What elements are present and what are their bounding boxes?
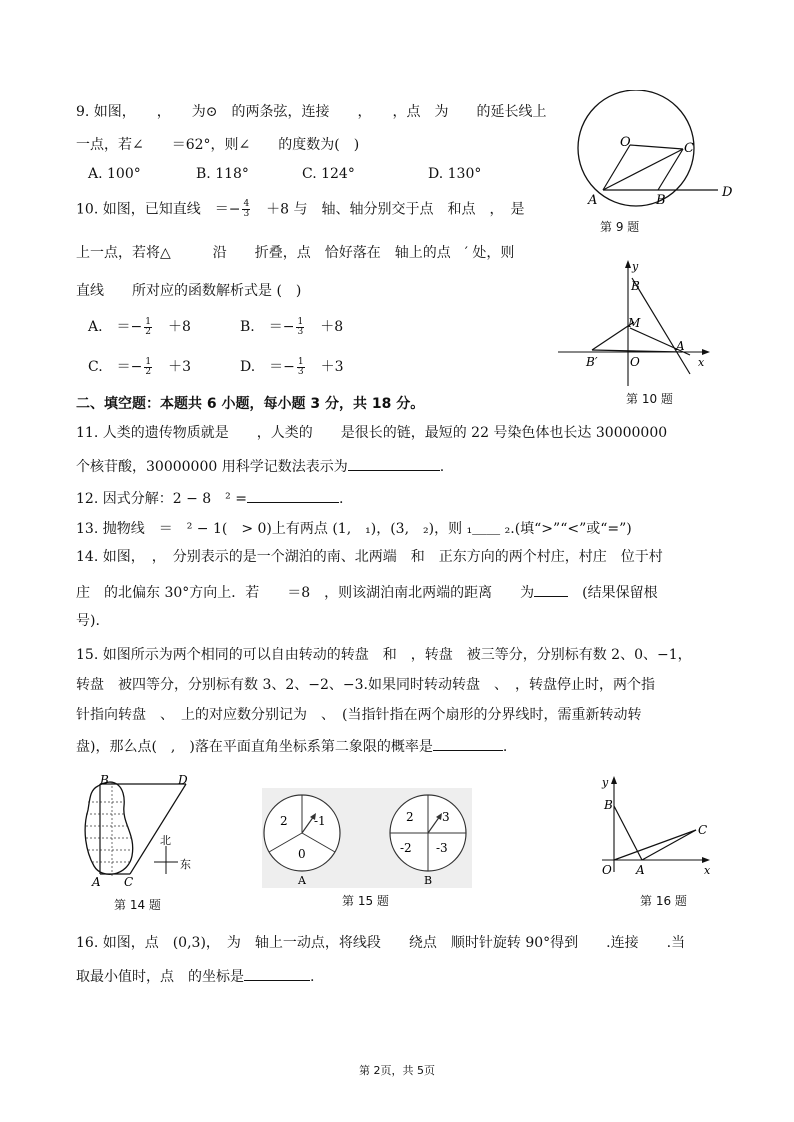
figure-10-coordinate-diagram (556, 258, 716, 388)
q11-end: . (439, 459, 445, 475)
section-2-heading: 二、填空题：本题共 6 小题，每小题 3 分，共 18 分。 (76, 396, 425, 412)
segment-dc (130, 784, 186, 874)
q9-line1: 9. 如图， ， 为⊙ 的两条弦，连接 ， ，点 为 的延长线上 (76, 104, 547, 120)
label-o: O (630, 355, 640, 369)
label-c: C (698, 823, 708, 837)
q11-line2 (76, 456, 444, 476)
q15-line4-text: 盘)，那么点( , )落在平面直角坐标系第二象限的概率是 (76, 739, 433, 755)
q15-line1: 15. 如图所示为两个相同的可以自由转动的转盘 和 ，转盘 被三等分，分别标有数 2、0、−1， (76, 647, 692, 663)
label-a: A (636, 863, 645, 877)
label-a: A (676, 339, 685, 353)
q10-fraction (242, 200, 250, 219)
q10-option-b-num: 1 (297, 316, 304, 327)
q15-line2: 转盘 被四等分，分别标有数 3、2、−2、−3.如果同时转动转盘 、 ，转盘停止时，两个指 (76, 677, 655, 693)
x-axis-arrow (702, 857, 710, 863)
label-b: B (100, 773, 109, 787)
q10-line1 (76, 200, 525, 219)
figure-15-spinners (262, 788, 472, 890)
q10-option-b-fraction (296, 318, 304, 337)
q10-line1-text-b: ＋8 与 轴、轴分别交于点 和点 ， 是 (252, 201, 525, 218)
segment-oc (630, 145, 683, 149)
q12-line (76, 488, 343, 508)
wheel-a-name: A (298, 874, 306, 887)
wheel-b-name: B (424, 874, 433, 887)
q16-answer-blank[interactable] (244, 966, 310, 981)
figure-9-circle-diagram (570, 90, 750, 210)
q9-option-a: A. 100° (88, 166, 141, 182)
q10-option-c-suffix: ＋3 (154, 359, 192, 375)
wheel-a-value-1: -1 (314, 814, 326, 828)
q9-option-b: B. 118° (196, 166, 249, 182)
label-c: C (684, 141, 694, 156)
q10-option-c-den: 2 (145, 366, 152, 377)
figure-15-caption: 第 15 题 (342, 894, 389, 908)
q9-option-c: C. 124° (302, 166, 355, 182)
lake-hatch (86, 802, 132, 862)
figure-16-caption: 第 16 题 (640, 894, 687, 908)
label-x: x (698, 356, 705, 369)
q10-option-c-num: 1 (145, 356, 152, 367)
q10-option-d-suffix: ＋3 (306, 359, 344, 375)
figure-9-caption: 第 9 题 (600, 220, 640, 234)
q10-fraction-den: 3 (243, 209, 250, 219)
q10-option-a-num: 1 (145, 316, 152, 327)
label-d: D (722, 185, 733, 200)
q16-line1: 16. 如图，点 (0,3)， 为 轴上一动点，将线段 绕点 顺时针旋转 90°得到 .连接 .当 (76, 935, 686, 951)
label-x: x (704, 864, 711, 877)
q12-answer-blank[interactable] (247, 488, 339, 503)
figure-14-caption: 第 14 题 (114, 898, 161, 912)
q10-option-a (88, 316, 191, 337)
q10-option-d (240, 356, 344, 377)
q10-option-a-fraction (144, 318, 152, 337)
wheel-b-value-0: 2 (406, 810, 414, 824)
q14-line2-end: (结果保留根 (568, 585, 658, 601)
q10-option-c (88, 356, 191, 377)
lake-shape (85, 782, 133, 874)
q10-option-c-prefix: C. ＝− (88, 359, 143, 375)
label-y: y (632, 260, 639, 273)
label-b: B (631, 279, 640, 293)
segment-ac (642, 830, 696, 860)
q12-text: 12. 因式分解：2 − 8 ² = (76, 491, 247, 507)
q14-line2-text: 庄 的北偏东 30°方向上．若 ＝8 ，则该湖泊南北两端的距离 为 (76, 585, 535, 601)
line-ab (632, 278, 690, 374)
q10-option-d-num: 1 (297, 356, 304, 367)
q11-answer-blank[interactable] (348, 456, 440, 471)
label-c: C (124, 875, 134, 889)
label-m: M (628, 316, 641, 330)
y-axis-arrow (625, 260, 631, 268)
page-footer: 第 2页，共 5页 (359, 1064, 435, 1077)
x-axis-arrow (702, 349, 710, 355)
wheel-b-value-2: -2 (400, 841, 412, 855)
q10-fraction-num: 4 (243, 199, 250, 209)
label-a: A (588, 193, 598, 208)
y-axis-arrow (611, 776, 617, 784)
q10-option-b (240, 316, 343, 337)
compass-north-label: 北 (160, 834, 171, 847)
compass-east-label: 东 (180, 858, 191, 871)
q10-option-d-den: 3 (297, 366, 304, 377)
q10-option-d-prefix: D. ＝− (240, 359, 295, 375)
q10-line2: 上一点，若将△ 沿 折叠，点 恰好落在 轴上的点 ′ 处，则 (76, 245, 515, 261)
label-o: O (620, 135, 631, 150)
q10-option-b-den: 3 (297, 326, 304, 337)
q16-end: . (310, 969, 315, 985)
label-a: A (92, 875, 101, 889)
q12-end: . (338, 491, 344, 507)
q10-line1-text-a: 10. 如图，已知直线 ＝− (76, 201, 241, 218)
q14-line2 (76, 582, 658, 602)
q10-option-b-prefix: B. ＝− (240, 319, 295, 335)
label-b: B (656, 193, 666, 208)
q15-end: . (502, 739, 508, 755)
q16-line2-text: 取最小值时，点 的坐标是 (76, 969, 244, 985)
q9-line2: 一点，若∠ ＝62°，则∠ 的度数为( ) (76, 137, 360, 153)
figure-16-coordinate-diagram (592, 772, 716, 880)
figure-10-caption: 第 10 题 (626, 392, 673, 406)
wheel-b-value-1: 3 (442, 810, 450, 824)
q15-line3: 针指向转盘 、 上的对应数分别记为 、 (当指针指在两个扇形的分界线时，需重新转动转 (76, 707, 642, 723)
label-o: O (602, 863, 612, 877)
q14-answer-blank[interactable] (534, 582, 568, 597)
q9-option-d: D. 130° (428, 166, 482, 182)
q14-line3: 号). (76, 613, 100, 629)
q15-answer-blank[interactable] (433, 736, 503, 751)
label-d: D (178, 773, 188, 787)
label-b-prime: B′ (586, 355, 598, 369)
q10-option-a-prefix: A. ＝− (88, 319, 143, 335)
wheel-a-value-0: 2 (280, 814, 288, 828)
segment-oc (614, 830, 696, 860)
q10-option-a-suffix: ＋8 (154, 319, 191, 335)
q13-line: 13. 抛物线 ＝ ² − 1( > 0)上有两点 (1, ₁)，(3, ₂)，则 ₁＿＿ ₂.(填“>”“<”或“=”) (76, 521, 632, 537)
figure-14-lake-diagram (78, 772, 218, 890)
label-b: B (604, 798, 613, 812)
q16-line2 (76, 966, 314, 986)
q11-line2-text: 个核苷酸，30000000 用科学记数法表示为 (76, 459, 348, 475)
q10-option-c-fraction (144, 358, 152, 377)
q10-option-d-fraction (297, 358, 305, 377)
q14-line1: 14. 如图， ， 分别表示的是一个湖泊的南、北两端 和 正东方向的两个村庄，村庄 位于村 (76, 549, 663, 565)
q10-option-b-suffix: ＋8 (306, 319, 344, 335)
q15-line4 (76, 736, 507, 756)
wheel-b-value-3: -3 (436, 841, 448, 855)
wheel-a-value-2: 0 (298, 847, 306, 861)
label-y: y (602, 776, 609, 789)
q11-line1: 11. 人类的遗传物质就是 ，人类的 是很长的链，最短的 22 号染色体也长达 30000000 (76, 425, 668, 441)
q10-option-a-den: 2 (145, 326, 152, 337)
q10-line3: 直线 所对应的函数解析式是 ( ) (76, 283, 302, 299)
